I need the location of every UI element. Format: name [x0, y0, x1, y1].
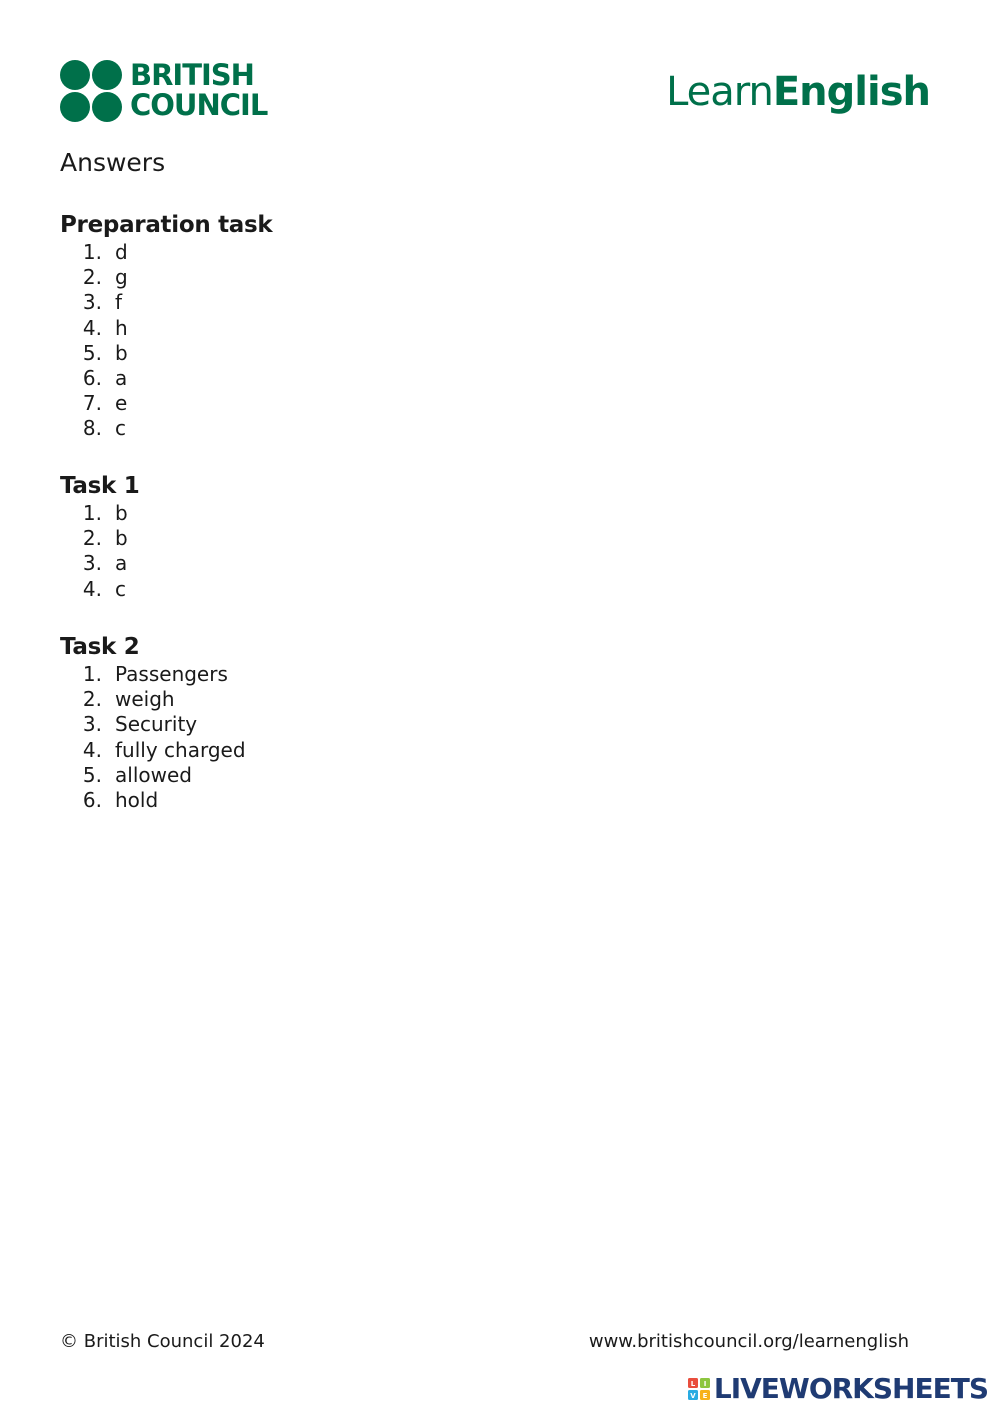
item-answer: f — [115, 290, 123, 315]
british-council-wordmark-line2: COUNCIL — [130, 88, 268, 122]
item-answer: Security — [115, 712, 198, 737]
item-number: 6. — [82, 365, 102, 390]
item-answer: a — [115, 551, 128, 576]
answer-item — [60, 316, 560, 341]
british-council-wordmark-line1: BRITISH — [130, 58, 254, 92]
item-number: 2. — [82, 687, 102, 712]
answer-item — [60, 240, 560, 265]
item-number: 4. — [82, 737, 102, 762]
answer-item — [60, 501, 560, 526]
svg-text:V: V — [690, 1392, 696, 1400]
answer-item — [60, 738, 560, 763]
learnenglish-logo-bold: English — [772, 69, 930, 115]
section-heading: Preparation task — [60, 212, 273, 238]
answer-item — [60, 662, 560, 687]
item-answer: c — [115, 576, 126, 601]
answer-item — [60, 712, 560, 737]
item-answer: allowed — [115, 762, 192, 787]
section-task-2 — [60, 632, 560, 813]
answer-item — [60, 551, 560, 576]
answer-list — [60, 662, 560, 813]
item-number: 1. — [82, 240, 102, 264]
answer-item — [60, 577, 560, 602]
liveworksheets-badge[interactable] — [688, 1373, 988, 1405]
item-number: 3. — [82, 712, 102, 737]
section-heading: Task 1 — [60, 473, 140, 499]
item-number: 4. — [82, 576, 102, 601]
footer-url[interactable]: www.britishcouncil.org/learnenglish — [588, 1331, 909, 1352]
section-task-1 — [60, 471, 560, 602]
answer-item — [60, 416, 560, 441]
item-number: 5. — [82, 340, 102, 365]
footer-copyright: © British Council 2024 — [60, 1331, 265, 1352]
page-title: Answers — [60, 148, 166, 177]
answer-item — [60, 366, 560, 391]
item-number: 5. — [82, 762, 102, 787]
answer-item — [60, 763, 560, 788]
item-number: 8. — [82, 416, 102, 441]
item-answer: e — [115, 391, 128, 416]
svg-text:L: L — [690, 1380, 696, 1388]
answer-item — [60, 265, 560, 290]
item-answer: fully charged — [115, 737, 246, 762]
item-answer: a — [115, 365, 128, 390]
item-number: 7. — [82, 391, 102, 416]
item-answer: b — [115, 501, 128, 525]
item-answer: g — [115, 265, 128, 290]
answer-item — [60, 341, 560, 366]
svg-text:I: I — [703, 1380, 707, 1388]
item-answer: hold — [115, 787, 159, 812]
four-circles-icon — [60, 60, 122, 122]
answer-list — [60, 240, 560, 442]
learnenglish-logo-light: Learn — [666, 69, 773, 115]
liveworksheets-text: LIVEWORKSHEETS — [713, 1372, 988, 1405]
item-answer: h — [115, 315, 128, 340]
answer-list — [60, 501, 560, 602]
svg-text:E: E — [702, 1392, 708, 1400]
item-number: 6. — [82, 787, 102, 812]
item-number: 2. — [82, 265, 102, 290]
live-grid-icon — [688, 1378, 710, 1400]
item-number: 2. — [82, 526, 102, 551]
item-number: 3. — [82, 551, 102, 576]
item-answer: d — [115, 240, 128, 264]
item-answer: weigh — [115, 687, 175, 712]
section-preparation-task — [60, 210, 560, 442]
item-number: 3. — [82, 290, 102, 315]
answer-item — [60, 290, 560, 315]
answer-item — [60, 687, 560, 712]
learnenglish-logo — [666, 68, 930, 116]
item-number: 4. — [82, 315, 102, 340]
item-answer: Passengers — [115, 662, 228, 686]
answer-item — [60, 788, 560, 813]
item-answer: b — [115, 340, 128, 365]
item-answer: b — [115, 526, 128, 551]
answer-item — [60, 391, 560, 416]
british-council-wordmark — [130, 60, 280, 120]
item-answer: c — [115, 416, 126, 441]
item-number: 1. — [82, 662, 102, 686]
british-council-logo — [60, 60, 280, 124]
section-heading: Task 2 — [60, 634, 140, 660]
answer-item — [60, 526, 560, 551]
item-number: 1. — [82, 501, 102, 525]
